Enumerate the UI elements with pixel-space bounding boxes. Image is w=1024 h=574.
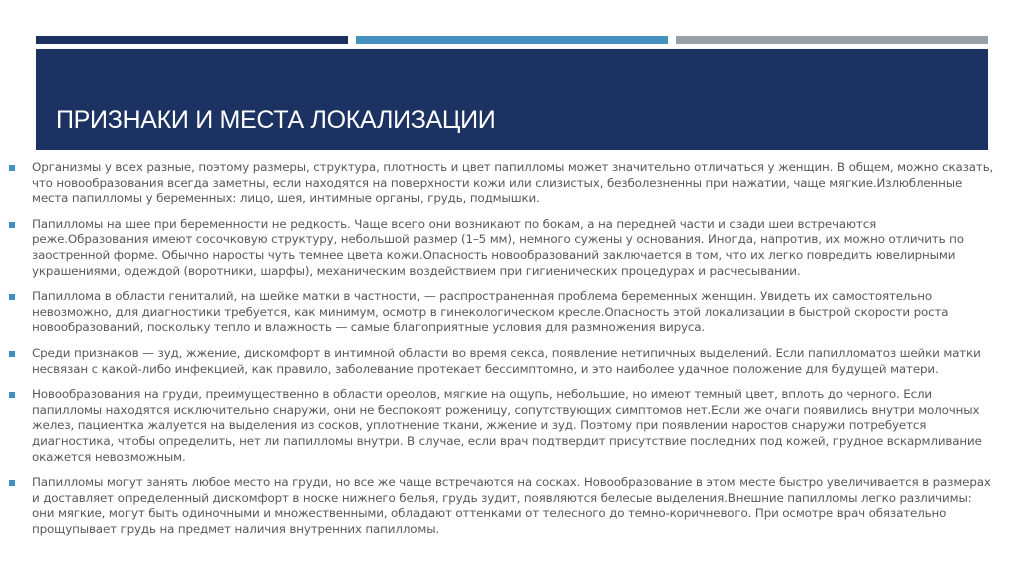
- title-banner: [36, 49, 988, 150]
- bullet-text: Среди признаков — зуд, жжение, дискомфорт в интимной области во время секса, появление нетипичных выделений. Если папилломатоз шейки матки несвязан с какой-либо инфекцией, как правило, заболевание протекает бессимптомно, и это наиболее удачное положение для будущей матери.: [32, 345, 981, 376]
- square-bullet-icon: [9, 165, 15, 171]
- bullet-item: [0, 346, 1024, 377]
- square-bullet-icon: [9, 222, 15, 228]
- bullet-list: [0, 160, 1024, 537]
- bullet-item: [0, 217, 1024, 279]
- slide-body: [0, 160, 1024, 547]
- bullet-text: Папиллома в области гениталий, на шейке матки в частности, — распространенная проблема беременных женщин. Увидеть их самостоятельно невозможно, для диагностики требуется, как минимум, осмотр в гинекологическом кресле.Опасность этой локализации в быстрой скорости роста новообразований, поскольку тепло и влажность — самые благоприятные условия для размножения вируса.: [32, 289, 949, 335]
- accent-bar-gray: [676, 36, 988, 44]
- bullet-text: Папилломы на шее при беременности не редкость. Чаще всего они возникают по бокам, а на передней части и сзади шеи встречаются реже.Образования имеют сосочковую структуру, небольшой размер (1–5 мм), немного сужены у основания. Иногда, напротив, их можно отличить по заостренной форме. Обычно наросты чуть темнее цвета кожи.Опасность новообразований заключается в том, что их легко повредить ювелирными украшениями, одеждой (воротники, шарфы), механическим воздействием при гигиенических процедурах и расчесывании.: [32, 216, 964, 278]
- bullet-item: [0, 160, 1024, 207]
- bullet-item: [0, 289, 1024, 336]
- slide-title: ПРИЗНАКИ И МЕСТА ЛОКАЛИЗАЦИИ: [56, 106, 496, 134]
- bullet-item: [0, 387, 1024, 465]
- accent-bar-blue: [356, 36, 668, 44]
- bullet-text: Новообразования на груди, преимущественно в области ореолов, мягкие на ощупь, небольшие, но имеют темный цвет, вплоть до черного. Если папилломы находятся исключительно снаружи, они не беспокоят роженицу, сопутствующих симптомов нет.Если же очаги появились внутри молочных желез, пациентка жалуется на выделения из сосков, уплотнение ткани, жжение и зуд. Поэтому при появлении наростов снаружи потребуется диагностика, чтобы определить, нет ли папилломы внутри. В случае, если врач подтвердит присутствие последних под кожей, грудное вскармливание окажется невозможным.: [32, 387, 982, 464]
- accent-bar-dark: [36, 36, 348, 44]
- square-bullet-icon: [9, 392, 15, 398]
- bullet-text: Папилломы могут занять любое место на груди, но все же чаще встречаются на сосках. Новообразование в этом месте быстро увеличивается в размерах и доставляет определенный дискомфорт в носке нижнего белья, грудь зудит, появляются белесые выделения.Внешние папилломы легко различимы: они мягкие, могут быть одиночными и множественными, обладают оттенками от телесного до темно-коричневого. При осмотре врач обязательно прощупывает грудь на предмет наличия внутренних папилломы.: [32, 475, 991, 536]
- bullet-item: [0, 475, 1024, 537]
- square-bullet-icon: [9, 294, 15, 300]
- bullet-text: Организмы у всех разные, поэтому размеры, структура, плотность и цвет папилломы может значительно отличаться у женщин. В общем, можно сказать, что новообразования всегда заметны, если находятся на поверхности кожи или слизистых, безболезненны при нажатии, чаще мягкие.Излюбленные места папилломы у беременных: лицо, шея, интимные органы, грудь, подмышки.: [32, 160, 994, 206]
- square-bullet-icon: [9, 351, 15, 357]
- square-bullet-icon: [9, 480, 15, 486]
